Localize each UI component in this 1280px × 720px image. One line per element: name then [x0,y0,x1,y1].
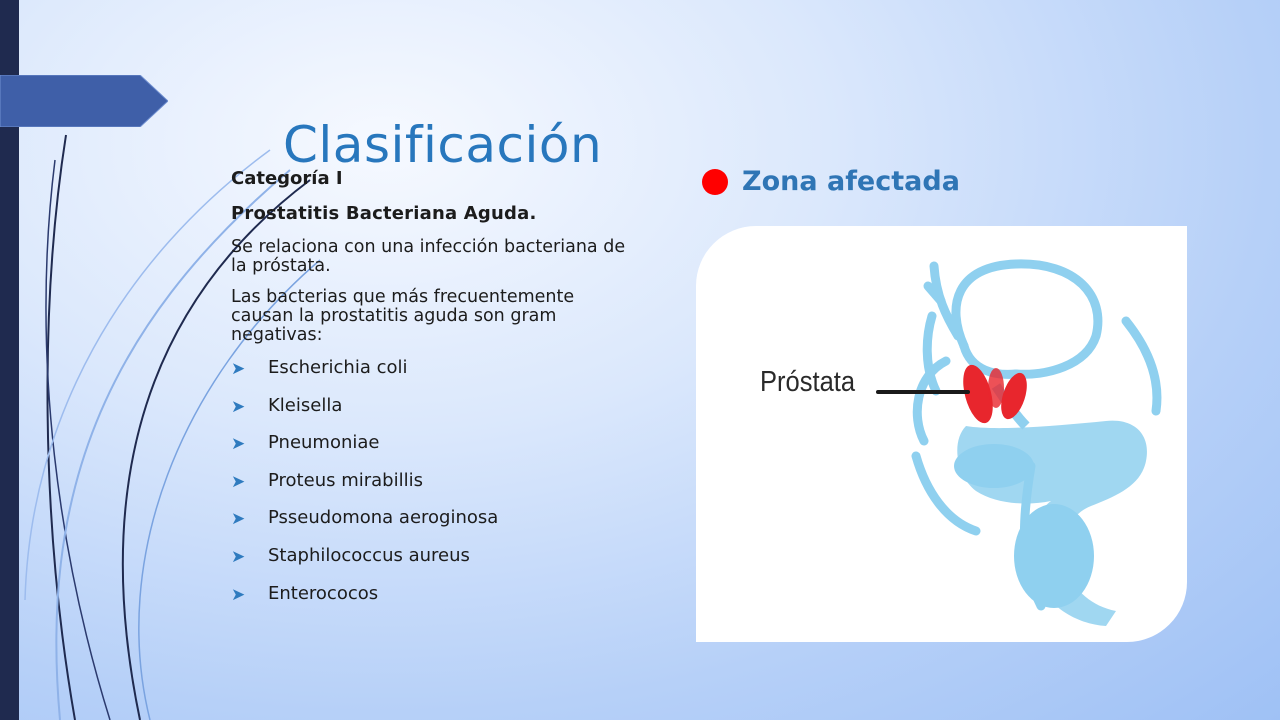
bacteria-name: Enterococos [268,582,379,604]
list-item [231,507,641,545]
bacteria-name: Psseudomona aeroginosa [268,507,499,529]
arrow-bullet-icon: ➤ [231,584,246,605]
bacteria-name: Pneumoniae [268,432,380,454]
arrow-bullet-icon: ➤ [231,471,246,492]
bacteria-name: Kleisella [268,394,343,416]
arrow-bullet-icon: ➤ [231,509,246,530]
anatomy-image [696,226,1187,642]
arrow-bullet-icon: ➤ [231,359,246,379]
list-item [231,545,641,583]
arrow-bullet-icon: ➤ [231,396,246,417]
red-dot-icon [702,169,728,195]
condition-name: Prostatitis Bacteriana Aguda. [231,203,537,224]
affected-zone-heading [702,166,960,197]
bacteria-intro-paragraph: Las bacterias que más frecuentemente causan la prostatitis aguda son gram negativas: [231,287,575,345]
left-content-column [231,168,641,620]
list-item [231,395,641,433]
bacteria-name: Staphilococcus aureus [268,544,470,566]
title-accent-tab [0,75,168,127]
list-item [231,470,641,508]
slide-title: Clasificación [283,115,603,174]
list-item [231,432,641,470]
prostate-label: Próstata [760,366,856,398]
arrow-bullet-icon: ➤ [231,434,246,455]
description-paragraph: Se relaciona con una infección bacteriana de la próstata. [231,237,626,276]
list-item [231,357,641,395]
bacteria-list [231,357,641,620]
prostate-anatomy-illustration [696,226,1187,642]
arrow-bullet-icon: ➤ [231,546,246,567]
category-label: Categoría I [231,168,343,189]
list-item [231,583,641,621]
bacteria-name: Proteus mirabillis [268,469,423,491]
affected-zone-label: Zona afectada [742,166,960,197]
bacteria-name: Escherichia coli [268,357,408,378]
